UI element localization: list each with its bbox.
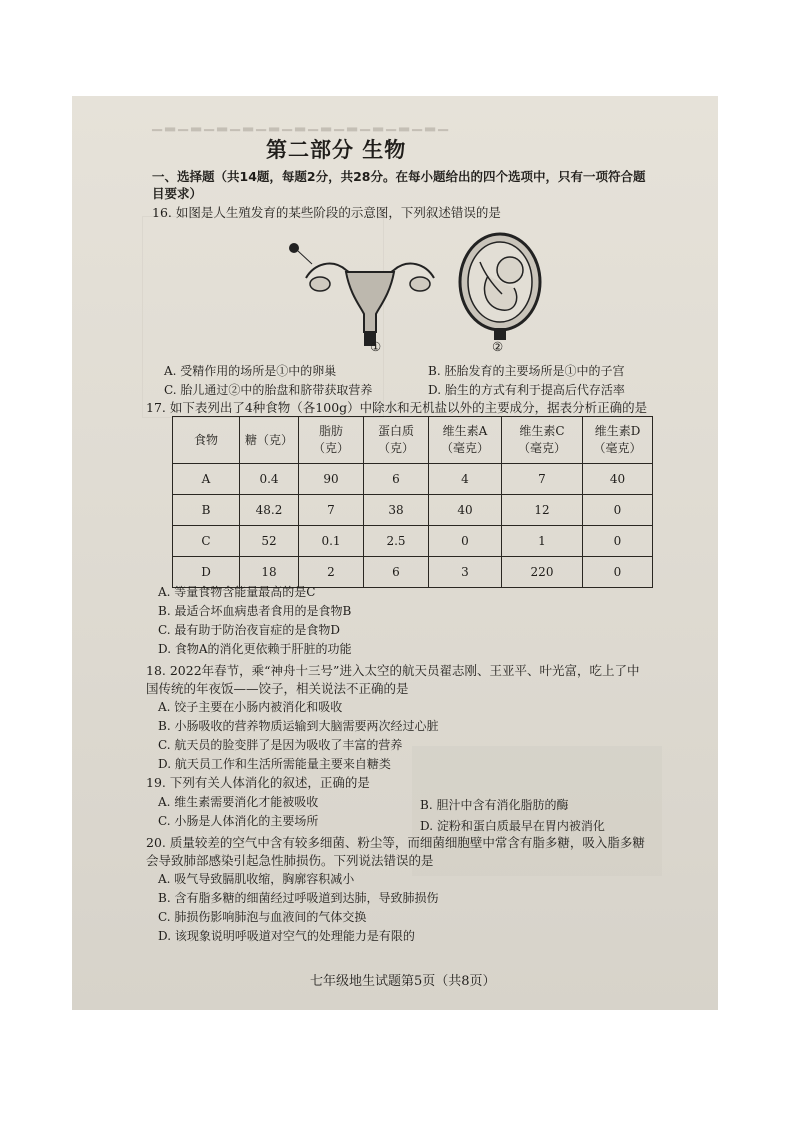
table-cell: B: [173, 495, 240, 526]
table-cell: 40: [583, 464, 653, 495]
q17-option-d: D. 食物A的消化更依赖于肝脏的功能: [158, 642, 352, 656]
q18-option-c: C. 航天员的脸变胖了是因为吸收了丰富的营养: [158, 738, 403, 752]
section-title: 第二部分 生物: [266, 138, 407, 162]
table-cell: 220: [502, 557, 583, 588]
ovary-left: [310, 277, 330, 291]
table-row: [173, 464, 653, 495]
table-cell: 0.4: [240, 464, 299, 495]
table-cell: 1: [502, 526, 583, 557]
col-header: 食物: [173, 417, 240, 464]
q20-stem-line2: 会导致肺部感染引起急性肺损伤。下列说法错误的是: [146, 853, 434, 868]
table-cell: 12: [502, 495, 583, 526]
table-header-row: [173, 417, 653, 464]
table-cell: C: [173, 526, 240, 557]
table-cell: 7: [502, 464, 583, 495]
ovary-right: [410, 277, 430, 291]
col-header: 维生素D （毫克）: [583, 417, 653, 464]
q16-option-c: C. 胎儿通过②中的胎盘和脐带获取营养: [164, 383, 373, 397]
table-cell: 7: [299, 495, 364, 526]
table-cell: 0: [583, 557, 653, 588]
q19-option-a: A. 维生素需要消化才能被吸收: [158, 795, 319, 809]
bleed-through-text: ▁▂▁▂▁▂▁▂▁▂▁▂▁▂▁▂▁▂▁▂▁▂▁: [152, 117, 451, 132]
q19-option-b: B. 胆汁中含有消化脂肪的酶: [420, 798, 569, 812]
table-cell: 0: [583, 526, 653, 557]
table-cell: 48.2: [240, 495, 299, 526]
table-cell: 2.5: [364, 526, 429, 557]
q20-stem-line1: 20. 质量较差的空气中含有较多细菌、粉尘等，而细菌细胞壁中常含有脂多糖，吸入脂多糖: [146, 835, 645, 850]
table-cell: 0: [429, 526, 502, 557]
q20-option-a: A. 吸气导致膈肌收缩，胸廓容积减小: [158, 872, 355, 886]
col-header: 脂肪 （克）: [299, 417, 364, 464]
q20-option-c: C. 肺损伤影响肺泡与血液间的气体交换: [158, 910, 367, 924]
section-intro-line1: 一、选择题（共14题，每题2分，共28分。在每小题给出的四个选项中，只有一项符合题: [152, 169, 646, 184]
table-cell: 18: [240, 557, 299, 588]
fig2-label: ②: [492, 339, 504, 354]
col-header: 维生素A （毫克）: [429, 417, 502, 464]
q17-option-a: A. 等量食物含能量最高的是C: [158, 585, 316, 599]
q16-option-a: A. 受精作用的场所是①中的卵巢: [164, 364, 337, 378]
q19-option-c: C. 小肠是人体消化的主要场所: [158, 814, 319, 828]
table-cell: A: [173, 464, 240, 495]
col-header: 蛋白质 （克）: [364, 417, 429, 464]
table-cell: 90: [299, 464, 364, 495]
table-cell: 2: [299, 557, 364, 588]
table-cell: 40: [429, 495, 502, 526]
fig1-label: ①: [370, 339, 382, 354]
table-cell: 38: [364, 495, 429, 526]
q17-stem: 17. 如下表列出了4种食物（各100g）中除水和无机盐以外的主要成分，据表分析正确的是: [146, 400, 648, 415]
q19-stem: 19. 下列有关人体消化的叙述，正确的是: [146, 775, 370, 790]
food-composition-table: [172, 416, 653, 588]
q18-option-d: D. 航天员工作和生活所需能量主要来自糖类: [158, 757, 391, 771]
q17-option-c: C. 最有助于防治夜盲症的是食物D: [158, 623, 341, 637]
table-cell: 0: [583, 495, 653, 526]
col-header: 维生素C （毫克）: [502, 417, 583, 464]
q16-option-d: D. 胎生的方式有利于提高后代存活率: [428, 383, 625, 397]
table-cell: D: [173, 557, 240, 588]
q16-option-b: B. 胚胎发育的主要场所是①中的子宫: [428, 364, 625, 378]
col-header: 糖（克）: [240, 417, 299, 464]
table-cell: 3: [429, 557, 502, 588]
egg-cell-icon: [289, 243, 299, 253]
section-intro-line2: 目要求）: [152, 186, 203, 201]
page-footer: 七年级地生试题第5页（共8页）: [310, 974, 496, 989]
q18-option-b: B. 小肠吸收的营养物质运输到大脑需要两次经过心脏: [158, 719, 439, 733]
table-cell: 6: [364, 464, 429, 495]
q18-stem-line1: 18. 2022年春节，乘“神舟十三号”进入太空的航天员翟志刚、王亚平、叶光富，吃上了中: [146, 663, 640, 678]
table-cell: 6: [364, 557, 429, 588]
q17-option-b: B. 最适合坏血病患者食用的是食物B: [158, 604, 352, 618]
q18-stem-line2: 国传统的年夜饭——饺子，相关说法不正确的是: [146, 681, 409, 696]
reproductive-system-figure: [284, 236, 454, 356]
table-cell: 52: [240, 526, 299, 557]
q18-option-a: A. 饺子主要在小肠内被消化和吸收: [158, 700, 343, 714]
q19-option-d: D. 淀粉和蛋白质最早在胃内被消化: [420, 819, 605, 833]
table-cell: 0.1: [299, 526, 364, 557]
fetus-figure: [458, 232, 542, 342]
q16-stem: 16. 如图是人生殖发育的某些阶段的示意图，下列叙述错误的是: [152, 205, 501, 220]
q20-option-b: B. 含有脂多糖的细菌经过呼吸道到达肺，导致肺损伤: [158, 891, 439, 905]
uterus: [346, 272, 394, 332]
table-cell: 4: [429, 464, 502, 495]
q20-option-d: D. 该现象说明呼吸道对空气的处理能力是有限的: [158, 929, 415, 943]
fetus-head: [497, 257, 523, 283]
table-row: [173, 526, 653, 557]
table-row: [173, 495, 653, 526]
